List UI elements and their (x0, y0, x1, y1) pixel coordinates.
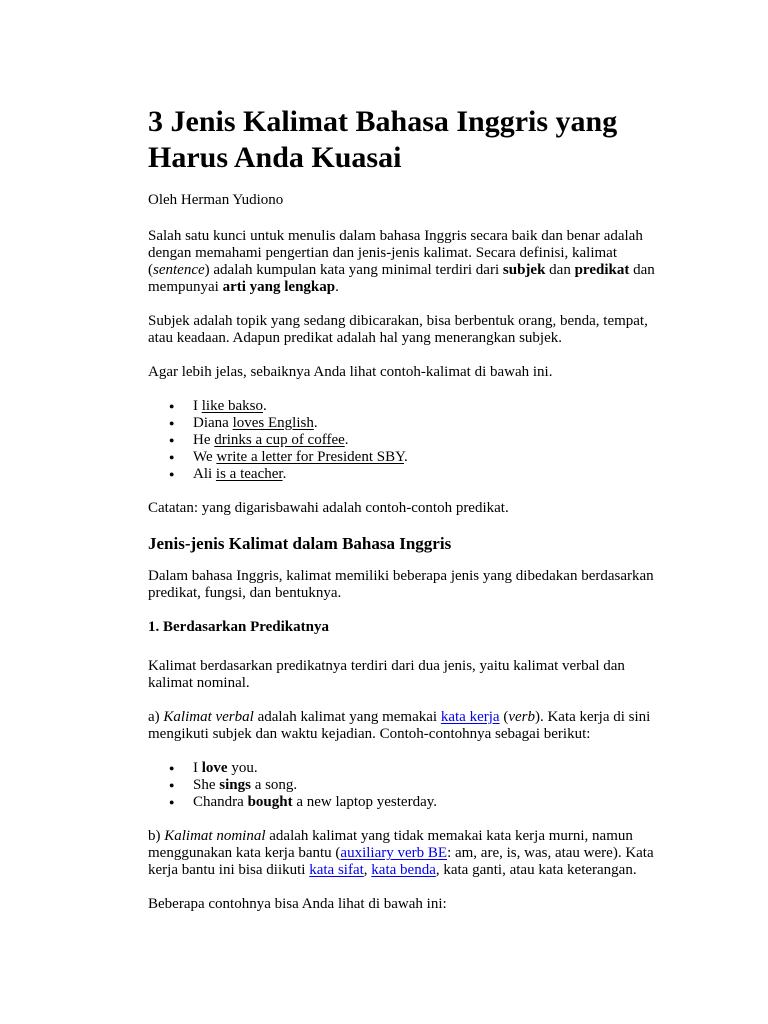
nominal-text-2: : am, are, is, was, atau were). Kata kerja bantu ini bisa diikuti (148, 845, 654, 878)
list-item (148, 449, 668, 466)
example-pre: Chandra (193, 794, 248, 810)
example-intro-paragraph: Agar lebih jelas, sebaiknya Anda lihat contoh-kalimat di bawah ini. (148, 364, 553, 380)
example-subject: He (193, 432, 215, 448)
nominal-sentence-paragraph (148, 828, 668, 879)
example-end: . (313, 415, 318, 431)
example-end: . (344, 432, 349, 448)
intro-text-4: dan mempunyai (148, 262, 655, 295)
intro-text-5: . (335, 279, 339, 295)
term-arti-lengkap: arti yang lengkap (222, 279, 336, 295)
verbal-text-2: ( (499, 709, 509, 725)
example-subject: Ali (193, 466, 216, 482)
term-verb: verb (508, 709, 535, 725)
term-kalimat-nominal: Kalimat nominal (164, 828, 266, 844)
article-title: 3 Jenis Kalimat Bahasa Inggris yang Harus Anda Kuasai (148, 105, 618, 174)
list-item (148, 466, 668, 483)
list-item (148, 432, 668, 449)
verbal-text-3: ). Kata kerja di sini mengikuti subjek dan waktu kejadian. Contoh-contohnya sebagai berikut: (148, 709, 651, 742)
nominal-text-3: , (363, 862, 372, 878)
list-item (148, 777, 668, 794)
section-heading: Jenis-jenis Kalimat dalam Bahasa Inggris (148, 534, 452, 553)
example-end: . (403, 449, 408, 465)
example-subject: Diana (193, 415, 233, 431)
example-subject: We (193, 449, 217, 465)
intro-paragraph (148, 228, 668, 296)
list-item (148, 794, 668, 811)
list-item (148, 760, 668, 777)
example-predicate: loves English (232, 415, 314, 431)
example-predicate: drinks a cup of coffee (214, 432, 345, 448)
subject-predicate-paragraph: Subjek adalah topik yang sedang dibicarakan, bisa berbentuk orang, benda, tempat, atau keadaan. Adapun predikat adalah hal yang menerangkan subjek. (148, 313, 648, 346)
author-line: Oleh Herman Yudiono (148, 192, 284, 208)
section-intro-paragraph: Dalam bahasa Inggris, kalimat memiliki beberapa jenis yang dibedakan berdasarkan predikat, fungsi, dan bentuknya. (148, 568, 654, 601)
nominal-text-4: , kata ganti, atau kata keterangan. (435, 862, 637, 878)
example-predicate: write a letter for President SBY (216, 449, 404, 465)
intro-text-3: dan (545, 262, 575, 278)
predicate-example-list (148, 398, 668, 483)
term-predikat: predikat (574, 262, 630, 278)
list-item (148, 415, 668, 432)
example-post: you. (227, 760, 258, 776)
verbal-text-1: adalah kalimat yang memakai (253, 709, 441, 725)
example-verb: bought (247, 794, 293, 810)
list-item (148, 398, 668, 415)
link-kata-kerja[interactable]: kata kerja (440, 709, 500, 725)
example-predicate: is a teacher (215, 466, 283, 482)
term-kalimat-verbal: Kalimat verbal (163, 709, 254, 725)
example-subject: I (193, 398, 202, 414)
predicate-types-paragraph: Kalimat berdasarkan predikatnya terdiri dari dua jenis, yaitu kalimat verbal dan kalimat nominal. (148, 658, 625, 691)
item-prefix: a) (148, 709, 164, 725)
example-end: . (282, 466, 287, 482)
example-pre: I (193, 760, 202, 776)
note-paragraph: Catatan: yang digarisbawahi adalah contoh-contoh predikat. (148, 500, 509, 516)
item-prefix: b) (148, 828, 165, 844)
link-kata-benda[interactable]: kata benda (371, 862, 436, 878)
nominal-text-1: adalah kalimat yang tidak memakai kata kerja murni, namun menggunakan kata kerja bantu ( (148, 828, 633, 861)
verbal-sentence-paragraph (148, 709, 668, 743)
example-post: a new laptop yesterday. (292, 794, 437, 810)
verbal-example-list (148, 760, 668, 811)
example-pre: She (193, 777, 220, 793)
term-subjek: subjek (502, 262, 546, 278)
link-kata-sifat[interactable]: kata sifat (309, 862, 364, 878)
link-auxiliary-verb-be[interactable]: auxiliary verb BE (340, 845, 448, 861)
example-verb: love (201, 760, 228, 776)
example-end: . (263, 398, 267, 414)
example-verb: sings (219, 777, 251, 793)
term-sentence: sentence (153, 262, 205, 278)
example-predicate: like bakso (201, 398, 263, 414)
intro-text-2: ) adalah kumpulan kata yang minimal terdiri dari (204, 262, 503, 278)
closing-paragraph: Beberapa contohnya bisa Anda lihat di bawah ini: (148, 896, 447, 912)
subsection-heading: 1. Berdasarkan Predikatnya (148, 619, 329, 635)
example-post: a song. (250, 777, 298, 793)
intro-text-1: Salah satu kunci untuk menulis dalam bahasa Inggris secara baik dan benar adalah dengan memahami pengertian dan jenis-jenis kalimat. Secara definisi, kalimat ( (148, 228, 643, 278)
article (148, 104, 668, 930)
